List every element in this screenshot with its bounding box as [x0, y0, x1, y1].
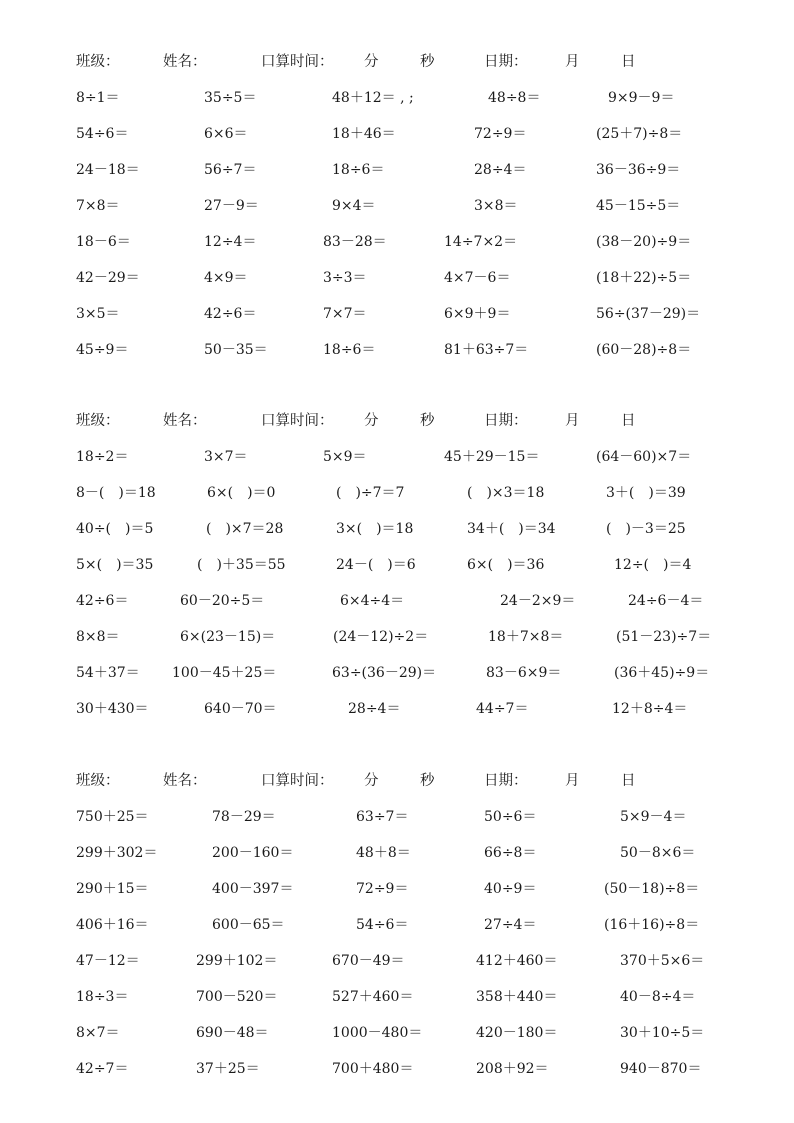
problem-cell: 4×7－6＝: [444, 270, 511, 286]
problem-row: [0, 661, 794, 685]
problem-cell: ( )×3＝18: [467, 485, 545, 501]
problem-cell: 83－28＝: [323, 234, 387, 250]
problem-row: [0, 445, 794, 469]
problem-cell: 6×( )＝36: [467, 557, 545, 573]
problem-cell: 28÷4＝: [348, 701, 401, 717]
problem-row: [0, 1021, 794, 1045]
section-header: [0, 409, 794, 433]
problem-cell: 36－36÷9＝: [596, 162, 681, 178]
problem-cell: 6×( )＝0: [207, 485, 276, 501]
problem-cell: 9×9－9＝: [608, 90, 675, 106]
problem-cell: (60－28)÷8＝: [596, 342, 692, 358]
class-label: 班级：: [76, 54, 120, 70]
problem-cell: 72÷9＝: [474, 126, 527, 142]
name-label: 姓名：: [163, 54, 207, 70]
date-label: 日期：: [484, 773, 528, 789]
class-label: 班级：: [76, 773, 120, 789]
time-label: 口算时间：: [261, 773, 334, 789]
problem-cell: 670－49＝: [332, 953, 405, 969]
problem-row: [0, 194, 794, 218]
minute-label: 分: [364, 54, 379, 70]
problem-cell: 54÷6＝: [356, 917, 409, 933]
problem-row: [0, 481, 794, 505]
problem-cell: 42÷7＝: [76, 1061, 129, 1077]
problem-cell: 299＋302＝: [76, 845, 158, 861]
problem-cell: 7×7＝: [323, 306, 367, 322]
problem-cell: 83－6×9＝: [486, 665, 562, 681]
problem-row: [0, 230, 794, 254]
problem-row: [0, 949, 794, 973]
problem-cell: 3×5＝: [76, 306, 120, 322]
problem-cell: 4×9＝: [204, 270, 248, 286]
problem-cell: 6×4÷4＝: [340, 593, 405, 609]
problem-row: [0, 1057, 794, 1081]
problem-cell: 5×9＝: [323, 449, 367, 465]
problem-cell: 30＋10÷5＝: [620, 1025, 705, 1041]
problem-cell: 1000－480＝: [332, 1025, 423, 1041]
problem-cell: 299＋102＝: [196, 953, 278, 969]
minute-label: 分: [364, 773, 379, 789]
problem-row: [0, 697, 794, 721]
problem-cell: 48÷8＝: [488, 90, 541, 106]
problem-cell: 12÷( )＝4: [614, 557, 692, 573]
time-label: 口算时间：: [261, 54, 334, 70]
name-label: 姓名：: [163, 773, 207, 789]
problem-cell: (36＋45)÷9＝: [614, 665, 710, 681]
date-label: 日期：: [484, 413, 528, 429]
problem-row: [0, 302, 794, 326]
problem-row: [0, 122, 794, 146]
problem-cell: 42÷6＝: [76, 593, 129, 609]
worksheet-section: [0, 50, 794, 374]
problem-cell: 208＋92＝: [476, 1061, 549, 1077]
problem-cell: (24－12)÷2＝: [333, 629, 429, 645]
problem-cell: 78－29＝: [212, 809, 276, 825]
problem-cell: 50－35＝: [204, 342, 268, 358]
day-label: 日: [621, 773, 636, 789]
problem-cell: 40÷9＝: [484, 881, 537, 897]
problem-cell: 18－6＝: [76, 234, 131, 250]
month-label: 月: [565, 54, 580, 70]
date-label: 日期：: [484, 54, 528, 70]
problem-cell: 30＋430＝: [76, 701, 149, 717]
problem-cell: 358＋440＝: [476, 989, 558, 1005]
problem-cell: 690－48＝: [196, 1025, 269, 1041]
problem-cell: 45－15÷5＝: [596, 198, 681, 214]
problem-cell: 48＋8＝: [356, 845, 411, 861]
problem-cell: 100－45＋25＝: [172, 665, 277, 681]
problem-cell: (18＋22)÷5＝: [596, 270, 692, 286]
problem-cell: 8×8＝: [76, 629, 120, 645]
problem-cell: 18＋46＝: [332, 126, 396, 142]
problem-cell: 12÷4＝: [204, 234, 257, 250]
problem-cell: 50÷6＝: [484, 809, 537, 825]
problem-cell: 700－520＝: [196, 989, 278, 1005]
problem-cell: (64－60)×7＝: [596, 449, 692, 465]
minute-label: 分: [364, 413, 379, 429]
problem-cell: 600－65＝: [212, 917, 285, 933]
problem-cell: 3×7＝: [204, 449, 248, 465]
section-header: [0, 50, 794, 74]
problem-cell: 27－9＝: [204, 198, 259, 214]
problem-cell: 290＋15＝: [76, 881, 149, 897]
problem-cell: (16＋16)÷8＝: [604, 917, 700, 933]
problem-cell: 18÷3＝: [76, 989, 129, 1005]
problem-cell: 8×7＝: [76, 1025, 120, 1041]
problem-cell: 6×9＋9＝: [444, 306, 511, 322]
problem-row: [0, 841, 794, 865]
problem-cell: 40－8÷4＝: [620, 989, 696, 1005]
problem-cell: 54÷6＝: [76, 126, 129, 142]
problem-cell: 63÷7＝: [356, 809, 409, 825]
problem-cell: 42－29＝: [76, 270, 140, 286]
problem-row: [0, 517, 794, 541]
problem-cell: 24－2×9＝: [500, 593, 576, 609]
problem-cell: 5×9－4＝: [620, 809, 687, 825]
problem-cell: 200－160＝: [212, 845, 294, 861]
problem-row: [0, 338, 794, 362]
month-label: 月: [565, 773, 580, 789]
problem-row: [0, 985, 794, 1009]
problem-cell: 3÷3＝: [323, 270, 367, 286]
problem-cell: 640－70＝: [204, 701, 277, 717]
problem-cell: 9×4＝: [332, 198, 376, 214]
problem-cell: 63÷(36－29)＝: [332, 665, 437, 681]
problem-row: [0, 86, 794, 110]
month-label: 月: [565, 413, 580, 429]
problem-cell: (25＋7)÷8＝: [596, 126, 683, 142]
worksheet-section: [0, 409, 794, 733]
problem-cell: 66÷8＝: [484, 845, 537, 861]
day-label: 日: [621, 54, 636, 70]
class-label: 班级：: [76, 413, 120, 429]
problem-cell: 47－12＝: [76, 953, 140, 969]
problem-cell: 6×6＝: [204, 126, 248, 142]
worksheet-section: [0, 769, 794, 1093]
problem-row: [0, 877, 794, 901]
problem-cell: 42÷6＝: [204, 306, 257, 322]
problem-cell: 81＋63÷7＝: [444, 342, 529, 358]
problem-row: [0, 158, 794, 182]
problem-cell: 56÷(37－29)＝: [596, 306, 701, 322]
problem-cell: ( )×7＝28: [206, 521, 284, 537]
problem-cell: 54＋37＝: [76, 665, 140, 681]
problem-cell: 3×( )＝18: [336, 521, 414, 537]
problem-cell: 5×( )＝35: [76, 557, 154, 573]
problem-cell: 27÷4＝: [484, 917, 537, 933]
problem-cell: 18÷6＝: [323, 342, 376, 358]
problem-cell: 45＋29－15＝: [444, 449, 540, 465]
day-label: 日: [621, 413, 636, 429]
problem-cell: ( )÷7＝7: [336, 485, 405, 501]
problem-cell: 420－180＝: [476, 1025, 558, 1041]
problem-row: [0, 553, 794, 577]
problem-cell: (51－23)÷7＝: [616, 629, 712, 645]
problem-cell: 44÷7＝: [476, 701, 529, 717]
problem-cell: 8－( )＝18: [76, 485, 156, 501]
problem-row: [0, 589, 794, 613]
problem-cell: 7×8＝: [76, 198, 120, 214]
second-label: 秒: [420, 54, 435, 70]
problem-cell: 412＋460＝: [476, 953, 558, 969]
problem-row: [0, 625, 794, 649]
problem-cell: 56÷7＝: [204, 162, 257, 178]
problem-cell: 35÷5＝: [204, 90, 257, 106]
problem-cell: 8÷1＝: [76, 90, 120, 106]
problem-cell: 370＋5×6＝: [620, 953, 705, 969]
time-label: 口算时间：: [261, 413, 334, 429]
problem-cell: 45÷9＝: [76, 342, 129, 358]
problem-cell: 12＋8÷4＝: [612, 701, 688, 717]
problem-cell: 18÷6＝: [332, 162, 385, 178]
name-label: 姓名：: [163, 413, 207, 429]
problem-cell: 24÷6－4＝: [628, 593, 704, 609]
problem-cell: 28÷4＝: [474, 162, 527, 178]
problem-cell: 14÷7×2＝: [444, 234, 518, 250]
problem-cell: 18÷2＝: [76, 449, 129, 465]
problem-row: [0, 266, 794, 290]
section-header: [0, 769, 794, 793]
problem-row: [0, 913, 794, 937]
problem-row: [0, 805, 794, 829]
problem-cell: 940－870＝: [620, 1061, 702, 1077]
problem-cell: (38－20)÷9＝: [596, 234, 692, 250]
problem-cell: 60－20÷5＝: [180, 593, 265, 609]
problem-cell: (50－18)÷8＝: [604, 881, 700, 897]
problem-cell: 37＋25＝: [196, 1061, 260, 1077]
problem-cell: 527＋460＝: [332, 989, 414, 1005]
problem-cell: ( )－3＝25: [606, 521, 686, 537]
problem-cell: 34＋( )＝34: [467, 521, 556, 537]
problem-cell: 24－( )＝6: [336, 557, 416, 573]
problem-cell: 3×8＝: [474, 198, 518, 214]
problem-cell: 700＋480＝: [332, 1061, 414, 1077]
problem-cell: 40÷( )＝5: [76, 521, 154, 537]
problem-cell: 406＋16＝: [76, 917, 149, 933]
second-label: 秒: [420, 413, 435, 429]
problem-cell: 72÷9＝: [356, 881, 409, 897]
problem-cell: 750＋25＝: [76, 809, 149, 825]
second-label: 秒: [420, 773, 435, 789]
problem-cell: 48＋12＝ , ;: [332, 90, 414, 106]
problem-cell: 24－18＝: [76, 162, 140, 178]
problem-cell: 18＋7×8＝: [488, 629, 564, 645]
problem-cell: 3＋( )＝39: [606, 485, 686, 501]
problem-cell: 6×(23－15)＝: [180, 629, 276, 645]
problem-cell: 400－397＝: [212, 881, 294, 897]
problem-cell: ( )＋35＝55: [197, 557, 286, 573]
problem-cell: 50－8×6＝: [620, 845, 696, 861]
